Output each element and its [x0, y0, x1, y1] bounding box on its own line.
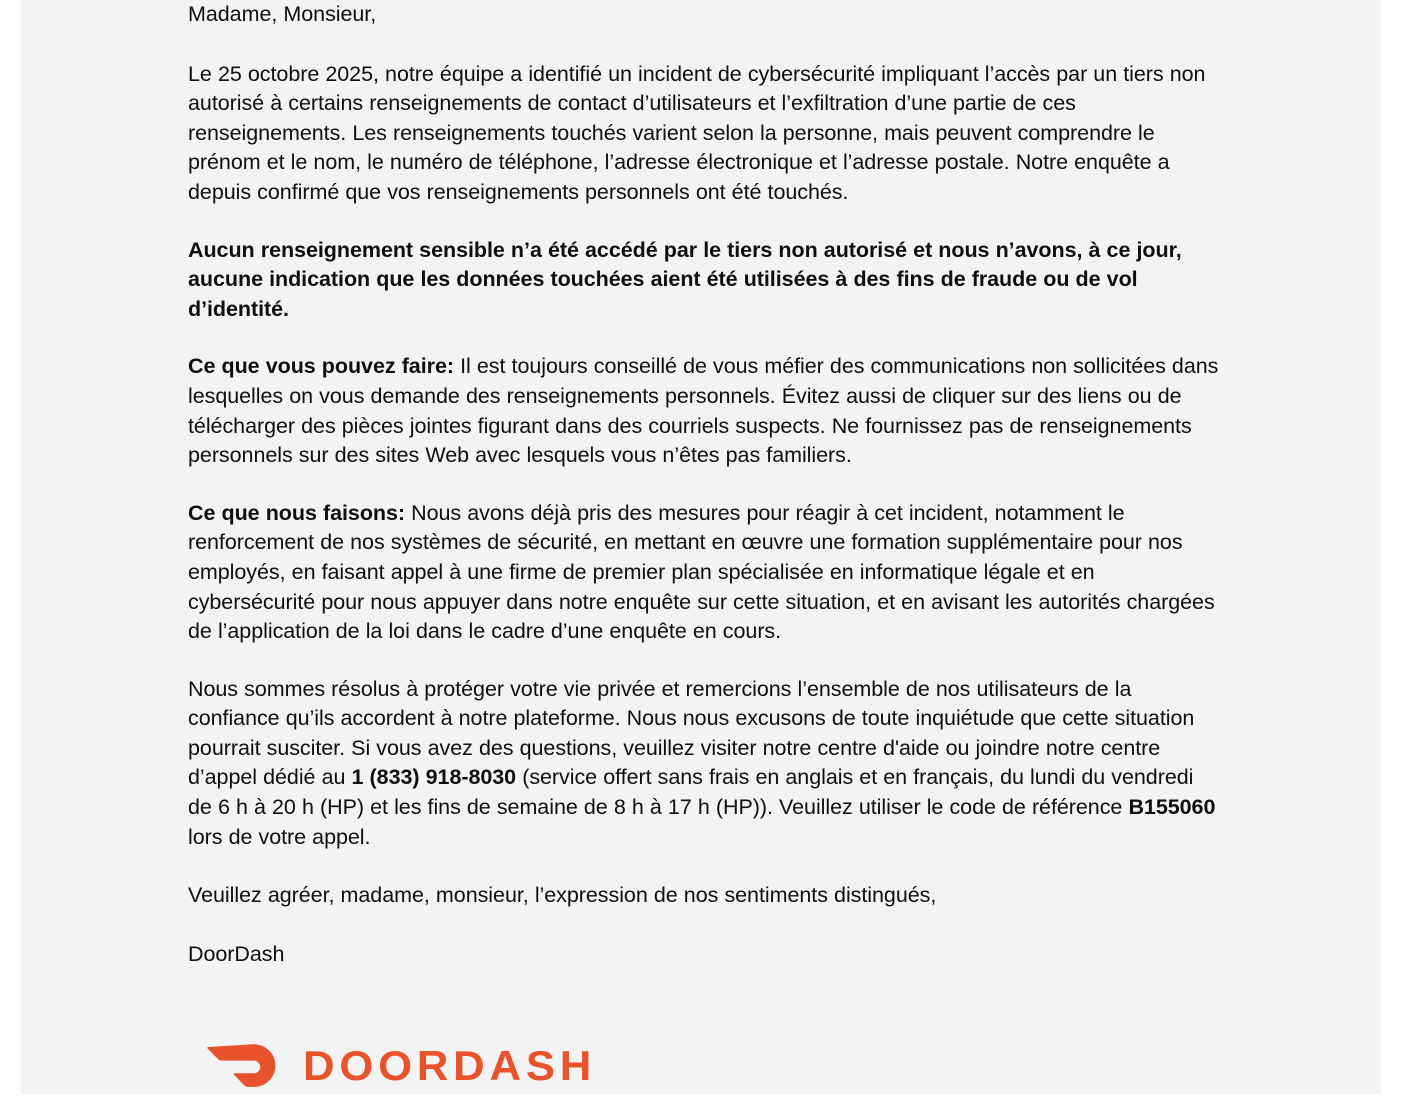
support-phone-number: 1 (833) 918-8030: [351, 765, 517, 790]
advice-body: Il est toujours conseillé de vous méfier des communications non sollicitées dans lesquelles on vous demande des renseignements personnels. Évitez aussi de cliquer sur des liens ou de télécharger des pièces jointes figurant dans des courriels suspects. Ne fournissez pas de renseignements personnels sur des sites Web avec lesquels vous n’êtes pas familiers.: [188, 354, 1219, 468]
letter-alert-paragraph: Aucun renseignement sensible n’a été accédé par le tiers non autorisé et nous n’avons, à ce jour, aucune indication que les données touchées aient été utilisées à des fins de fraude ou de vol d’identité.: [188, 237, 1182, 321]
letter-lead-paragraph: Le 25 octobre 2025, notre équipe a identifié un incident de cybersécurité impliquant l’accès par un tiers non autorisé à certains renseignements de contact d’utilisateurs et l’exfiltration d’une partie de ces renseignements. Les renseignements touchés varient selon la personne, mais peuvent comprendre le prénom et le nom, le numéro de téléphone, l’adresse électronique et l’adresse postale. Notre enquête a depuis confirmé que vos renseignements personnels ont été touchés.: [188, 61, 1206, 204]
doordash-wordmark: DOORDASH: [303, 1042, 597, 1089]
letter-advice-paragraph: [188, 352, 1223, 470]
advice-heading: Ce que vous pouvez faire:: [188, 354, 454, 379]
doordash-logo: [207, 1040, 597, 1092]
doordash-dash-icon: [207, 1043, 281, 1089]
actions-body: Nous avons déjà pris des mesures pour réagir à cet incident, notamment le renforcement de nos systèmes de sécurité, en mettant en œuvre une formation supplémentaire pour nos employés, en faisant appel à une firme de premier plan spécialisée en informatique légale et en cybersécurité pour nous appuyer dans notre enquête sur cette situation, et en avisant les autorités chargées de l’application de la loi dans le cadre d’une enquête en cours.: [188, 500, 1215, 644]
closing-note-outro: lors de votre appel.: [188, 824, 371, 849]
letter-actions-paragraph: [188, 499, 1223, 647]
letter-closing-note-paragraph: [188, 675, 1223, 853]
letter-salutation: Madame, Monsieur,: [188, 2, 377, 26]
actions-heading: Ce que nous faisons:: [188, 500, 406, 525]
closing-note-intro: Nous sommes résolus à protéger votre vie privée et remercions l’ensemble de nos utilisateurs de la confiance qu’ils accordent à notre plateforme. Nous nous excusons de toute inquiétude que cette situation pourrait susciter. Si vous avez des questions, veuillez visiter notre centre d'aide ou joindre notre centre d’appel dédié au: [188, 676, 1195, 790]
letter-valediction: Veuillez agréer, madame, monsieur, l’expression de nos sentiments distingués,: [188, 883, 937, 908]
reference-code: B155060: [1128, 795, 1216, 820]
letter-signature: DoorDash: [188, 941, 285, 966]
letter-content: [188, 0, 1223, 969]
email-body-surface: [21, 0, 1381, 1094]
closing-note-hours: (service offert sans frais en anglais et en français, du lundi du vendredi de 6 h à 20 h (HP) et les fins de semaine de 8 h à 17 h (HP)). Veuillez utiliser le code de référence: [188, 765, 1194, 820]
